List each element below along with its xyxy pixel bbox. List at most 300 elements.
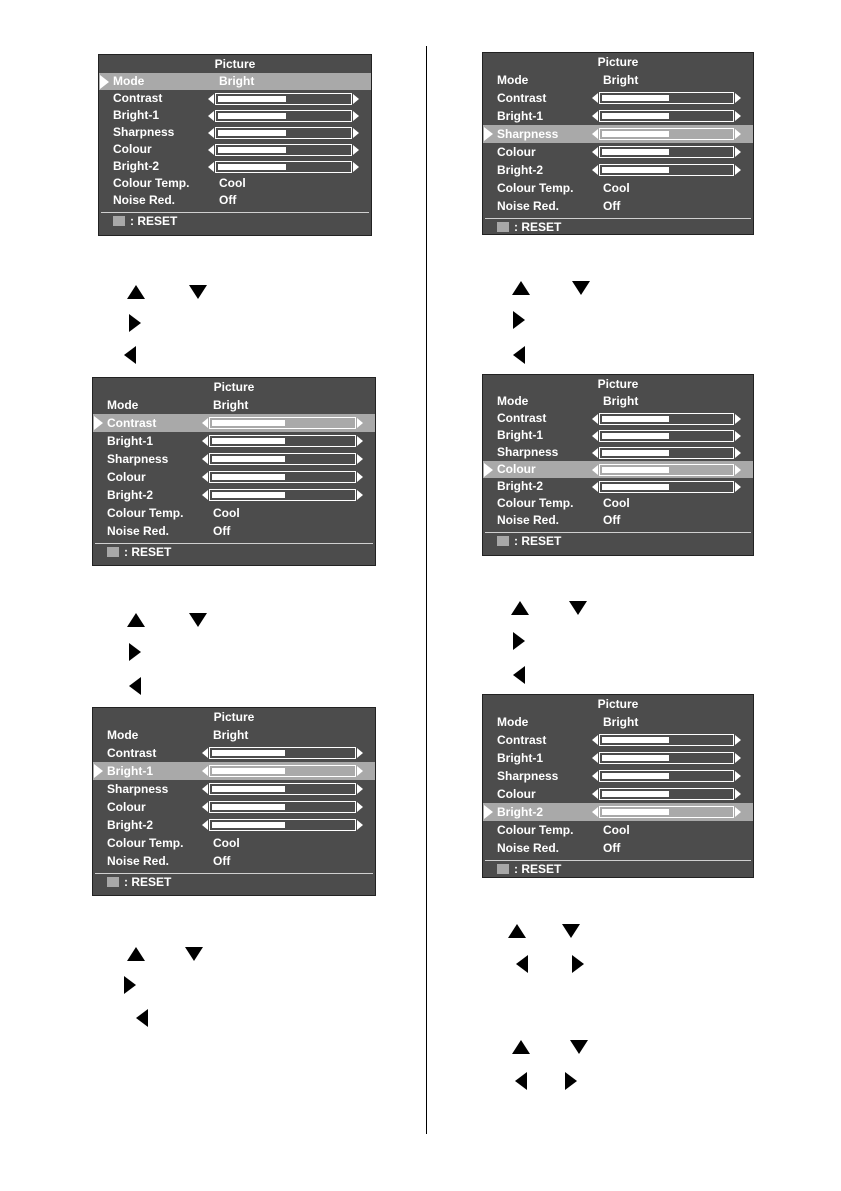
- left-arrow-key-icon: [515, 1072, 527, 1090]
- slider-fill: [602, 737, 669, 743]
- level-slider[interactable]: [592, 413, 741, 425]
- menu-row-label: Mode: [107, 398, 139, 412]
- menu-row-sharpness[interactable]: [483, 125, 753, 143]
- menu-row-sharpness[interactable]: [483, 444, 753, 461]
- slider-fill: [602, 149, 669, 155]
- menu-row-value: Off: [219, 193, 237, 207]
- menu-row-colour[interactable]: [93, 798, 375, 816]
- picture-menu-colour: [482, 374, 754, 556]
- increase-arrow-icon[interactable]: [735, 482, 741, 492]
- slider-fill: [218, 96, 286, 102]
- slider-fill: [602, 484, 669, 490]
- right-arrow-key-icon: [513, 311, 525, 329]
- grey-button-icon: [107, 547, 119, 557]
- increase-arrow-icon[interactable]: [353, 128, 359, 138]
- increase-arrow-icon[interactable]: [357, 784, 363, 794]
- left-arrow-key-icon: [124, 346, 136, 364]
- increase-arrow-icon[interactable]: [357, 748, 363, 758]
- selection-pointer-icon: [94, 416, 103, 430]
- menu-row-colour[interactable]: [99, 141, 371, 158]
- menu-row-sharpness[interactable]: [93, 450, 375, 468]
- decrease-arrow-icon[interactable]: [202, 436, 208, 446]
- slider-track: [209, 747, 356, 759]
- menu-row-label: Bright-1: [107, 764, 153, 778]
- decrease-arrow-icon[interactable]: [592, 465, 598, 475]
- left-arrow-key-icon: [513, 666, 525, 684]
- level-slider[interactable]: [592, 752, 741, 764]
- level-slider[interactable]: [208, 93, 359, 105]
- level-slider[interactable]: [592, 447, 741, 459]
- slider-track: [209, 801, 356, 813]
- slider-track: [215, 110, 352, 122]
- slider-fill: [602, 113, 669, 119]
- menu-row-bright-1[interactable]: [93, 762, 375, 780]
- menu-row-label: Bright-2: [107, 488, 153, 502]
- menu-row-label: Colour: [107, 470, 146, 484]
- decrease-arrow-icon[interactable]: [592, 111, 598, 121]
- menu-row-label: Colour Temp.: [107, 506, 184, 520]
- up-arrow-key-icon: [512, 281, 530, 295]
- menu-row-contrast[interactable]: [99, 90, 371, 107]
- menu-row-label: Noise Red.: [107, 854, 170, 868]
- menu-row-label: Contrast: [497, 411, 547, 425]
- menu-row-value: Off: [603, 841, 621, 855]
- slider-track: [599, 734, 734, 746]
- reset-footer[interactable]: [99, 213, 371, 230]
- increase-arrow-icon[interactable]: [735, 111, 741, 121]
- reset-footer[interactable]: [93, 874, 375, 891]
- increase-arrow-icon[interactable]: [357, 766, 363, 776]
- menu-row-label: Colour: [497, 462, 536, 476]
- decrease-arrow-icon[interactable]: [592, 735, 598, 745]
- menu-row-label: Mode: [107, 728, 139, 742]
- down-arrow-key-icon: [562, 924, 580, 938]
- slider-fill: [218, 130, 286, 136]
- slider-track: [599, 788, 734, 800]
- menu-row-value: Cool: [603, 181, 630, 195]
- slider-fill: [212, 804, 285, 810]
- level-slider[interactable]: [202, 765, 363, 777]
- menu-row-label: Colour: [113, 142, 152, 156]
- decrease-arrow-icon[interactable]: [208, 111, 214, 121]
- menu-row-noise-red[interactable]: [483, 839, 753, 857]
- menu-row-value: Off: [213, 524, 231, 538]
- reset-footer[interactable]: [483, 219, 753, 236]
- slider-track: [599, 806, 734, 818]
- up-arrow-key-icon: [511, 601, 529, 615]
- menu-row-label: Bright-2: [113, 159, 159, 173]
- menu-row-value: Cool: [213, 506, 240, 520]
- menu-row-bright-1[interactable]: [99, 107, 371, 124]
- right-arrow-key-icon: [513, 632, 525, 650]
- level-slider[interactable]: [202, 489, 363, 501]
- increase-arrow-icon[interactable]: [735, 465, 741, 475]
- level-slider[interactable]: [202, 435, 363, 447]
- menu-row-label: Mode: [113, 74, 145, 88]
- slider-track: [209, 453, 356, 465]
- menu-row-label: Colour: [107, 800, 146, 814]
- down-arrow-key-icon: [189, 613, 207, 627]
- reset-label: : RESET: [514, 534, 562, 548]
- menu-title: Picture: [597, 377, 639, 391]
- slider-track: [599, 770, 734, 782]
- reset-label: : RESET: [514, 862, 562, 876]
- menu-row-colour[interactable]: [483, 785, 753, 803]
- decrease-arrow-icon[interactable]: [592, 771, 598, 781]
- menu-title: Picture: [213, 380, 255, 394]
- level-slider[interactable]: [592, 110, 741, 122]
- slider-fill: [602, 467, 669, 473]
- menu-row-label: Bright-1: [497, 751, 543, 765]
- menu-row-bright-1[interactable]: [483, 749, 753, 767]
- decrease-arrow-icon[interactable]: [592, 431, 598, 441]
- menu-title: Picture: [597, 55, 639, 69]
- increase-arrow-icon[interactable]: [357, 802, 363, 812]
- decrease-arrow-icon[interactable]: [202, 472, 208, 482]
- up-arrow-key-icon: [508, 924, 526, 938]
- menu-row-bright-2[interactable]: [93, 486, 375, 504]
- menu-row-bright-1[interactable]: [483, 107, 753, 125]
- menu-row-value: Cool: [213, 836, 240, 850]
- slider-fill: [212, 420, 285, 426]
- decrease-arrow-icon[interactable]: [202, 490, 208, 500]
- menu-row-bright-2[interactable]: [483, 803, 753, 821]
- slider-fill: [602, 416, 669, 422]
- level-slider[interactable]: [208, 110, 359, 122]
- slider-fill: [602, 791, 669, 797]
- increase-arrow-icon[interactable]: [353, 162, 359, 172]
- menu-row-value: Off: [603, 513, 621, 527]
- left-arrow-key-icon: [129, 677, 141, 695]
- slider-track: [599, 464, 734, 476]
- slider-track: [215, 93, 352, 105]
- slider-fill: [212, 750, 285, 756]
- menu-row-sharpness[interactable]: [99, 124, 371, 141]
- picture-menu-bright-1: [92, 707, 376, 896]
- menu-row-colour-temp[interactable]: [99, 175, 371, 192]
- menu-row-label: Contrast: [113, 91, 163, 105]
- menu-row-mode[interactable]: [483, 71, 753, 89]
- decrease-arrow-icon[interactable]: [208, 145, 214, 155]
- level-slider[interactable]: [592, 430, 741, 442]
- menu-row-bright-2[interactable]: [93, 816, 375, 834]
- menu-row-label: Contrast: [497, 91, 547, 105]
- menu-row-label: Noise Red.: [497, 513, 560, 527]
- increase-arrow-icon[interactable]: [357, 490, 363, 500]
- decrease-arrow-icon[interactable]: [202, 820, 208, 830]
- selection-pointer-icon: [484, 805, 493, 819]
- slider-fill: [602, 450, 669, 456]
- reset-label: : RESET: [514, 220, 562, 234]
- menu-row-value: Bright: [213, 728, 249, 742]
- menu-row-label: Sharpness: [113, 125, 175, 139]
- level-slider[interactable]: [592, 92, 741, 104]
- menu-row-label: Noise Red.: [497, 199, 560, 213]
- increase-arrow-icon[interactable]: [357, 454, 363, 464]
- slider-track: [599, 752, 734, 764]
- menu-row-mode[interactable]: [99, 73, 371, 90]
- menu-title: Picture: [214, 57, 256, 71]
- level-slider[interactable]: [202, 471, 363, 483]
- menu-row-label: Colour Temp.: [107, 836, 184, 850]
- menu-row-sharpness[interactable]: [93, 780, 375, 798]
- slider-track: [599, 92, 734, 104]
- decrease-arrow-icon[interactable]: [202, 784, 208, 794]
- decrease-arrow-icon[interactable]: [592, 807, 598, 817]
- menu-row-noise-red[interactable]: [483, 512, 753, 529]
- up-arrow-key-icon: [127, 285, 145, 299]
- up-arrow-key-icon: [127, 947, 145, 961]
- slider-track: [599, 110, 734, 122]
- increase-arrow-icon[interactable]: [735, 165, 741, 175]
- slider-fill: [212, 768, 285, 774]
- menu-row-contrast[interactable]: [93, 744, 375, 762]
- menu-row-contrast[interactable]: [483, 410, 753, 427]
- menu-row-colour-temp[interactable]: [93, 504, 375, 522]
- menu-row-label: Mode: [497, 394, 529, 408]
- menu-row-value: Cool: [603, 496, 630, 510]
- menu-title: Picture: [597, 697, 639, 711]
- level-slider[interactable]: [202, 819, 363, 831]
- level-slider[interactable]: [592, 164, 741, 176]
- slider-fill: [212, 786, 285, 792]
- menu-row-mode[interactable]: [483, 713, 753, 731]
- level-slider[interactable]: [592, 481, 741, 493]
- increase-arrow-icon[interactable]: [357, 418, 363, 428]
- menu-row-label: Mode: [497, 73, 529, 87]
- slider-fill: [218, 164, 286, 170]
- menu-row-label: Sharpness: [497, 445, 559, 459]
- slider-track: [209, 819, 356, 831]
- level-slider[interactable]: [592, 464, 741, 476]
- selection-pointer-icon: [100, 75, 109, 89]
- reset-footer[interactable]: [93, 544, 375, 561]
- increase-arrow-icon[interactable]: [735, 129, 741, 139]
- menu-row-colour-temp[interactable]: [483, 495, 753, 512]
- increase-arrow-icon[interactable]: [353, 94, 359, 104]
- slider-fill: [212, 474, 285, 480]
- increase-arrow-icon[interactable]: [353, 111, 359, 121]
- increase-arrow-icon[interactable]: [735, 147, 741, 157]
- menu-row-label: Colour: [497, 145, 536, 159]
- menu-row-mode[interactable]: [483, 393, 753, 410]
- menu-row-label: Contrast: [107, 416, 157, 430]
- level-slider[interactable]: [592, 770, 741, 782]
- level-slider[interactable]: [592, 806, 741, 818]
- increase-arrow-icon[interactable]: [735, 789, 741, 799]
- grey-button-icon: [497, 864, 509, 874]
- level-slider[interactable]: [592, 128, 741, 140]
- menu-row-bright-1[interactable]: [483, 427, 753, 444]
- menu-row-colour[interactable]: [483, 143, 753, 161]
- increase-arrow-icon[interactable]: [735, 448, 741, 458]
- menu-row-contrast[interactable]: [93, 414, 375, 432]
- slider-track: [599, 413, 734, 425]
- menu-row-contrast[interactable]: [483, 89, 753, 107]
- level-slider[interactable]: [202, 801, 363, 813]
- decrease-arrow-icon[interactable]: [592, 165, 598, 175]
- slider-fill: [212, 456, 285, 462]
- menu-row-label: Noise Red.: [497, 841, 560, 855]
- down-arrow-key-icon: [569, 601, 587, 615]
- menu-row-label: Noise Red.: [107, 524, 170, 538]
- decrease-arrow-icon[interactable]: [208, 128, 214, 138]
- menu-row-value: Cool: [603, 823, 630, 837]
- menu-row-label: Bright-2: [497, 479, 543, 493]
- decrease-arrow-icon[interactable]: [208, 162, 214, 172]
- menu-row-bright-2[interactable]: [99, 158, 371, 175]
- level-slider[interactable]: [202, 453, 363, 465]
- menu-row-label: Sharpness: [497, 769, 559, 783]
- menu-row-colour[interactable]: [483, 461, 753, 478]
- menu-row-value: Off: [213, 854, 231, 868]
- menu-row-label: Colour Temp.: [497, 181, 574, 195]
- increase-arrow-icon[interactable]: [735, 735, 741, 745]
- decrease-arrow-icon[interactable]: [592, 414, 598, 424]
- column-divider: [426, 46, 427, 1134]
- slider-fill: [602, 433, 669, 439]
- level-slider[interactable]: [202, 747, 363, 759]
- menu-row-contrast[interactable]: [483, 731, 753, 749]
- slider-track: [209, 489, 356, 501]
- slider-fill: [602, 809, 669, 815]
- right-arrow-key-icon: [572, 955, 584, 973]
- menu-row-label: Colour: [497, 787, 536, 801]
- level-slider[interactable]: [208, 161, 359, 173]
- down-arrow-key-icon: [570, 1040, 588, 1054]
- level-slider[interactable]: [208, 144, 359, 156]
- slider-track: [599, 164, 734, 176]
- menu-row-label: Colour Temp.: [113, 176, 190, 190]
- slider-fill: [602, 131, 669, 137]
- menu-row-label: Bright-2: [497, 163, 543, 177]
- decrease-arrow-icon[interactable]: [592, 753, 598, 763]
- menu-row-label: Colour Temp.: [497, 823, 574, 837]
- increase-arrow-icon[interactable]: [735, 807, 741, 817]
- decrease-arrow-icon[interactable]: [202, 454, 208, 464]
- menu-row-value: Bright: [219, 74, 255, 88]
- menu-row-noise-red[interactable]: [99, 192, 371, 209]
- decrease-arrow-icon[interactable]: [208, 94, 214, 104]
- grey-button-icon: [497, 536, 509, 546]
- decrease-arrow-icon[interactable]: [592, 93, 598, 103]
- menu-row-value: Bright: [603, 73, 639, 87]
- menu-title: Picture: [213, 710, 255, 724]
- slider-fill: [212, 492, 285, 498]
- decrease-arrow-icon[interactable]: [202, 748, 208, 758]
- decrease-arrow-icon[interactable]: [592, 482, 598, 492]
- increase-arrow-icon[interactable]: [735, 753, 741, 763]
- right-arrow-key-icon: [565, 1072, 577, 1090]
- decrease-arrow-icon[interactable]: [202, 418, 208, 428]
- increase-arrow-icon[interactable]: [735, 93, 741, 103]
- menu-row-label: Bright-2: [107, 818, 153, 832]
- menu-row-noise-red[interactable]: [93, 522, 375, 540]
- selection-pointer-icon: [94, 764, 103, 778]
- menu-row-colour-temp[interactable]: [483, 179, 753, 197]
- selection-pointer-icon: [484, 463, 493, 477]
- slider-track: [215, 127, 352, 139]
- menu-row-mode[interactable]: [93, 396, 375, 414]
- grey-button-icon: [497, 222, 509, 232]
- menu-row-colour-temp[interactable]: [483, 821, 753, 839]
- increase-arrow-icon[interactable]: [735, 414, 741, 424]
- decrease-arrow-icon[interactable]: [202, 766, 208, 776]
- menu-row-label: Sharpness: [497, 127, 559, 141]
- left-arrow-key-icon: [516, 955, 528, 973]
- decrease-arrow-icon[interactable]: [592, 147, 598, 157]
- decrease-arrow-icon[interactable]: [592, 448, 598, 458]
- selection-pointer-icon: [484, 127, 493, 141]
- increase-arrow-icon[interactable]: [735, 771, 741, 781]
- increase-arrow-icon[interactable]: [357, 820, 363, 830]
- level-slider[interactable]: [592, 788, 741, 800]
- slider-fill: [212, 822, 285, 828]
- menu-row-sharpness[interactable]: [483, 767, 753, 785]
- reset-label: : RESET: [130, 214, 178, 228]
- menu-row-value: Bright: [603, 394, 639, 408]
- menu-row-value: Bright: [603, 715, 639, 729]
- increase-arrow-icon[interactable]: [357, 472, 363, 482]
- level-slider[interactable]: [208, 127, 359, 139]
- menu-row-label: Bright-2: [497, 805, 543, 819]
- level-slider[interactable]: [202, 417, 363, 429]
- increase-arrow-icon[interactable]: [353, 145, 359, 155]
- right-arrow-key-icon: [129, 643, 141, 661]
- level-slider[interactable]: [592, 734, 741, 746]
- menu-row-colour[interactable]: [93, 468, 375, 486]
- slider-track: [209, 417, 356, 429]
- decrease-arrow-icon[interactable]: [202, 802, 208, 812]
- picture-menu-contrast: [92, 377, 376, 566]
- reset-footer[interactable]: [483, 861, 753, 878]
- slider-track: [209, 765, 356, 777]
- menu-row-mode[interactable]: [93, 726, 375, 744]
- decrease-arrow-icon[interactable]: [592, 789, 598, 799]
- menu-row-label: Sharpness: [107, 452, 169, 466]
- menu-row-label: Bright-1: [497, 109, 543, 123]
- menu-row-label: Contrast: [107, 746, 157, 760]
- slider-track: [209, 471, 356, 483]
- menu-row-bright-1[interactable]: [93, 432, 375, 450]
- reset-footer[interactable]: [483, 533, 753, 550]
- menu-row-noise-red[interactable]: [93, 852, 375, 870]
- menu-row-colour-temp[interactable]: [93, 834, 375, 852]
- grey-button-icon: [107, 877, 119, 887]
- increase-arrow-icon[interactable]: [357, 436, 363, 446]
- increase-arrow-icon[interactable]: [735, 431, 741, 441]
- slider-track: [215, 161, 352, 173]
- slider-track: [209, 435, 356, 447]
- menu-row-label: Mode: [497, 715, 529, 729]
- menu-row-bright-2[interactable]: [483, 478, 753, 495]
- decrease-arrow-icon[interactable]: [592, 129, 598, 139]
- grey-button-icon: [113, 216, 125, 226]
- slider-track: [599, 128, 734, 140]
- menu-row-label: Sharpness: [107, 782, 169, 796]
- slider-track: [599, 447, 734, 459]
- slider-fill: [602, 755, 669, 761]
- menu-row-value: Bright: [213, 398, 249, 412]
- picture-menu-mode: [98, 54, 372, 236]
- level-slider[interactable]: [592, 146, 741, 158]
- picture-menu-bright-2: [482, 694, 754, 878]
- menu-row-noise-red[interactable]: [483, 197, 753, 215]
- reset-label: : RESET: [124, 545, 172, 559]
- menu-row-value: Cool: [219, 176, 246, 190]
- level-slider[interactable]: [202, 783, 363, 795]
- menu-row-bright-2[interactable]: [483, 161, 753, 179]
